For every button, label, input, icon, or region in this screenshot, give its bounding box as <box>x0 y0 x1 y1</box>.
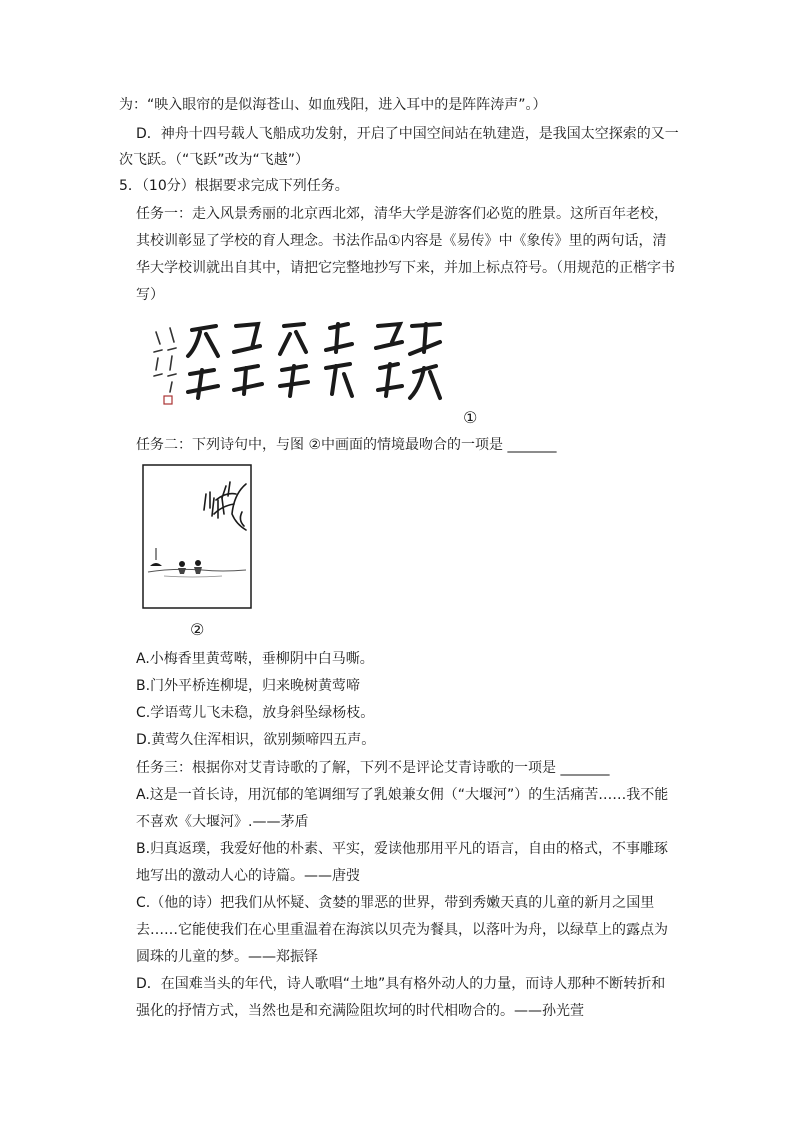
task2-text: 任务二：下列诗句中，与图 ②中画面的情境最吻合的一项是 _______ <box>136 437 557 453</box>
text-line: 次飞跃。（“飞跃”改为“飞越”） <box>119 152 310 168</box>
option-c-cont: 圆珠的儿童的梦。——郑振铎 <box>136 949 318 965</box>
text-line: 为：“映入眼帘的是似海苍山、如血残阳，进入耳中的是阵阵涛声”。） <box>119 97 547 113</box>
option-d: D．在国难当头的年代，诗人歌唱“土地”具有格外动人的力量，而诗人那种不断转折和 <box>136 976 666 992</box>
question-5-title: 5．（10分）根据要求完成下列任务。 <box>119 178 349 194</box>
option-c: C.（他的诗）把我们从怀疑、贪婪的罪恶的世界，带到秀嫩天真的儿童的新月之国里 <box>136 895 655 911</box>
option-b: B.门外平桥连柳堤，归来晚树黄莺啼 <box>136 678 361 694</box>
figure-2-label: ② <box>190 620 205 639</box>
calligraphy-image <box>140 312 465 412</box>
option-a: A.小梅香里黄莺啭，垂柳阴中白马嘶。 <box>136 651 374 667</box>
option-d-text: D．神舟十四号载人飞船成功发射，开启了中国空间站在轨建造，是我国太空探索的又一 <box>136 126 679 142</box>
task1-text: 写） <box>136 287 164 303</box>
option-c: C.学语莺儿飞未稳，放身斜坠绿杨枝。 <box>136 705 375 721</box>
option-c-cont: 去……它能使我们在心里重温着在海滨以贝壳为餐具，以落叶为舟，以绿草上的露点为 <box>136 922 668 938</box>
task1-text: 其校训彰显了学校的育人理念。书法作品①内容是《易传》中《象传》里的两句话，清 <box>136 233 667 249</box>
option-d-cont: 强化的抒情方式，当然也是和充满险阻坎坷的时代相吻合的。——孙光萱 <box>136 1003 584 1019</box>
option-b: B.归真返璞，我爱好他的朴素、平实，爱读他那用平凡的语言，自由的格式，不事雕琢 <box>136 841 669 857</box>
figure-1-label: ① <box>463 408 478 427</box>
task1-text: 任务一：走入风景秀丽的北京西北郊，清华大学是游客们必览的胜景。这所百年老校， <box>136 206 668 222</box>
option-b-cont: 地写出的激动人心的诗篇。——唐弢 <box>136 868 360 884</box>
task3-text: 任务三：根据你对艾青诗歌的了解，下列不是评论艾青诗歌的一项是 _______ <box>136 760 610 776</box>
option-a: A.这是一首长诗，用沉郁的笔调细写了乳娘兼女佣（“大堰河”）的生活痛苦……我不能 <box>136 787 669 803</box>
ink-painting-image <box>142 464 252 609</box>
task1-text: 华大学校训就出自其中，请把它完整地抄写下来，并加上标点符号。（用规范的正楷字书 <box>136 260 675 276</box>
option-a-cont: 不喜欢《大堰河》.——茅盾 <box>136 814 309 830</box>
option-d: D.黄莺久住浑相识，欲别频啼四五声。 <box>136 732 376 748</box>
